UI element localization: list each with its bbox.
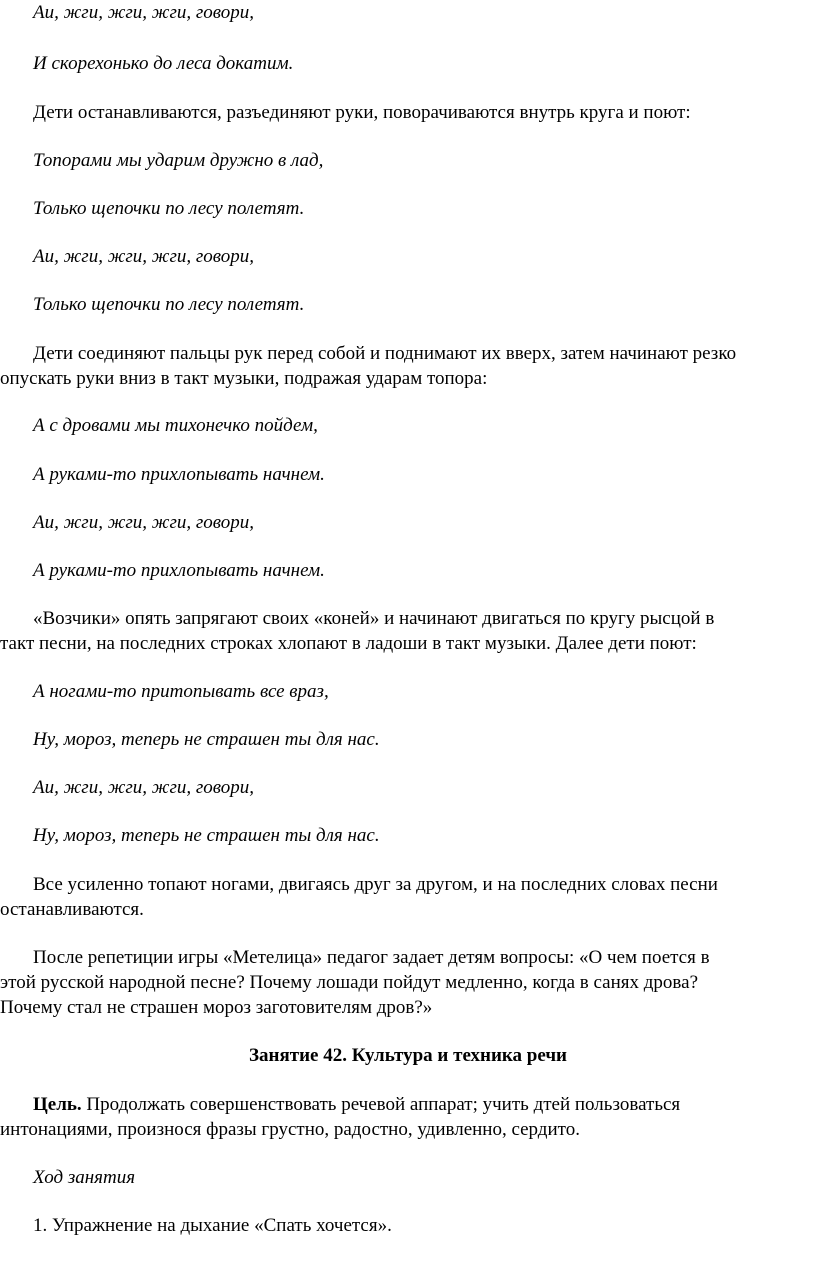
paragraph-line: Почему стал не страшен мороз заготовителям дров?» <box>0 997 433 1018</box>
paragraph-line: Дети останавливаются, разъединяют руки, поворачиваются внутрь круга и поют: <box>33 102 691 123</box>
paragraph-line: останавливаются. <box>0 899 144 920</box>
list-item: 1. Упражнение на дыхание «Спать хочется». <box>33 1215 392 1236</box>
paragraph-line: интонациями, произнося фразы грустно, радостно, удивленно, сердито. <box>0 1119 580 1140</box>
verse-line: Топорами мы ударим дружно в лад, <box>33 150 324 171</box>
verse-line: И скорехонько до леса докатим. <box>33 53 294 74</box>
verse-line: Только щепочки по лесу полетят. <box>33 198 305 219</box>
verse-line: А с дровами мы тихонечко пойдем, <box>33 415 318 436</box>
verse-line: Ну, мороз, теперь не страшен ты для нас. <box>33 825 380 846</box>
goal-text: Продолжать совершенствовать речевой аппарат; учить дтей пользоваться <box>81 1094 681 1115</box>
goal-line <box>0 1092 816 1117</box>
verse-line: Аи, жги, жги, жги, говори, <box>33 246 255 267</box>
verse-line: Аи, жги, жги, жги, говори, <box>33 777 255 798</box>
verse-line: Аи, жги, жги, жги, говори, <box>33 2 255 23</box>
goal-label: Цель. <box>33 1094 82 1115</box>
verse-line: Ну, мороз, теперь не страшен ты для нас. <box>33 729 380 750</box>
subheading: Ход занятия <box>33 1167 136 1188</box>
paragraph-line: этой русской народной песне? Почему лошади пойдут медленно, когда в санях дрова? <box>0 972 699 993</box>
verse-line: А ногами-то притопывать все враз, <box>33 681 329 702</box>
paragraph-line: «Возчики» опять запрягают своих «коней» и начинают двигаться по кругу рысцой в <box>33 608 715 629</box>
verse-line: А руками-то прихлопывать начнем. <box>33 560 325 581</box>
paragraph-line: После репетиции игры «Метелица» педагог задает детям вопросы: «О чем поется в <box>33 947 710 968</box>
paragraph-line: Все усиленно топают ногами, двигаясь друг за другом, и на последних словах песни <box>33 874 718 895</box>
paragraph-line: такт песни, на последних строках хлопают в ладоши в такт музыки. Далее дети поют: <box>0 633 697 654</box>
verse-line: Аи, жги, жги, жги, говори, <box>33 512 255 533</box>
verse-line: Только щепочки по лесу полетят. <box>33 294 305 315</box>
paragraph-line: опускать руки вниз в такт музыки, подражая ударам топора: <box>0 368 488 389</box>
section-heading: Занятие 42. Культура и техника речи <box>248 1045 567 1066</box>
verse-line: А руками-то прихлопывать начнем. <box>33 464 325 485</box>
paragraph-line: Дети соединяют пальцы рук перед собой и поднимают их вверх, затем начинают резко <box>33 343 737 364</box>
